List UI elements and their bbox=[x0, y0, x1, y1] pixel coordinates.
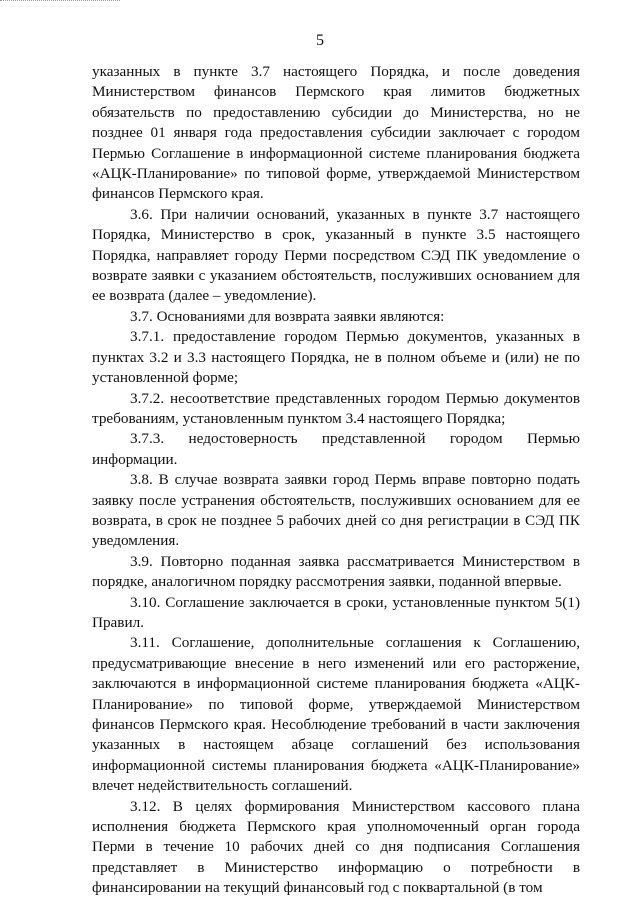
paragraph-3-7-2: 3.7.2. несоответствие представленных городом Пермью документов требованиям, установленным пунктом 3.4 настоящего Порядка; bbox=[92, 389, 580, 427]
document-body bbox=[92, 62, 580, 899]
paragraph-3-11: 3.11. Соглашение, дополнительные соглашения к Соглашению, предусматривающие внесение в него изменений или его расторжение, заключаются в информационной системе планирования бюджета «АЦК-Планирование» по типовой форме, утверждаемой Министерством финансов Пермского края. Несоблюдение требований в части заключения указанных в настоящем абзаце соглашений без использования информационной системы планирования бюджета «АЦК-Планирование» влечет недействительность соглашений. bbox=[92, 634, 580, 795]
paragraph-3-7: 3.7. Основаниями для возврата заявки являются: bbox=[130, 307, 445, 325]
paragraph-3-9: 3.9. Повторно поданная заявка рассматривается Министерством в порядке, аналогичном порядку рассмотрения заявки, поданной впервые. bbox=[92, 552, 580, 591]
paragraph-3-12: 3.12. В целях формирования Министерством кассового плана исполнения бюджета Пермского края уполномоченный орган города Перми в течение 10 рабочих дней со дня подписания Соглашения представляет в Министерство информацию о потребности в финансировании на текущий финансовый год с поквартальной (в том bbox=[92, 797, 580, 897]
paragraph-3-8: 3.8. В случае возврата заявки город Пермь вправе повторно подать заявку после устранения обстоятельств, послуживших основанием для ее возврата, в срок не позднее 5 рабочих дней со дня регистрации в СЭД ПК уведомления. bbox=[92, 471, 580, 550]
paragraph-3-7-1: 3.7.1. предоставление городом Пермью документов, указанных в пунктах 3.2 и 3.3 настоящего Порядка, не в полном объеме и (или) не по установленной форме; bbox=[92, 328, 580, 387]
page-number: 5 bbox=[316, 32, 324, 49]
paragraph-3-10: 3.10. Соглашение заключается в сроки, установленные пунктом 5(1) Правил. bbox=[92, 593, 580, 631]
paragraph-3-7-3: 3.7.3. недостоверность представленной городом Пермью информации. bbox=[92, 430, 580, 468]
paragraph-continuation: указанных в пункте 3.7 настоящего Порядка, и после доведения Министерством финансов Пермского края лимитов бюджетных обязательств по предоставлению субсидии до Министерства, но не позднее 01 января года предоставления субсидии заключает с городом Пермью Соглашение в информационной системе планирования бюджета «АЦК-Планирование» по типовой форме, утверждаемой Министерством финансов Пермского края. bbox=[92, 63, 580, 203]
paragraph-3-6: 3.6. При наличии оснований, указанных в пункте 3.7 настоящего Порядка, Министерство в срок, указанный в пункте 3.5 настоящего Порядка, направляет городу Перми посредством СЭД ПК уведомление о возврате заявки с указанием обстоятельств, послуживших основанием для ее возврата (далее – уведомление). bbox=[92, 205, 580, 305]
scan-artifact-marks bbox=[0, 0, 120, 5]
